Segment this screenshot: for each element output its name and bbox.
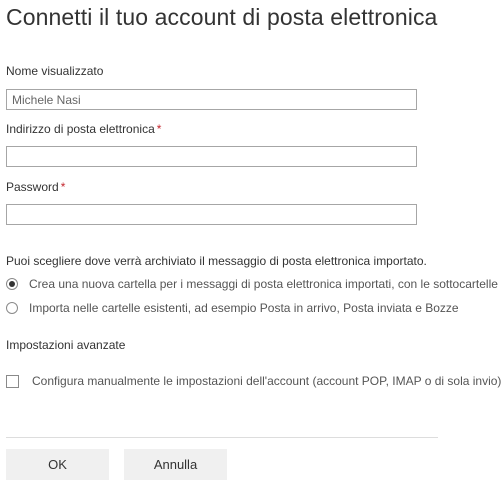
- radio-existing-folders-label: Importa nelle cartelle esistenti, ad esempio Posta in arrivo, Posta inviata e Bozze: [29, 301, 459, 315]
- password-input[interactable]: [6, 204, 417, 225]
- radio-existing-folders-button[interactable]: [6, 302, 18, 314]
- manual-config-checkbox[interactable]: [6, 375, 19, 388]
- radio-new-folder-label: Crea una nuova cartella per i messaggi di posta elettronica importati, con le sottocartelle: [29, 277, 498, 291]
- footer-divider: [6, 437, 438, 438]
- password-label: [6, 180, 65, 194]
- page-title: Connetti il tuo account di posta elettronica: [6, 4, 438, 30]
- email-input[interactable]: [6, 146, 417, 167]
- display-name-label-text: Nome visualizzato: [6, 64, 104, 78]
- display-name-label: [6, 64, 103, 78]
- email-label: [6, 122, 161, 136]
- manual-config-option[interactable]: [6, 373, 501, 389]
- cancel-button[interactable]: Annulla: [124, 449, 227, 480]
- display-name-input[interactable]: [6, 89, 417, 110]
- ok-button[interactable]: OK: [6, 449, 109, 480]
- advanced-settings-heading: Impostazioni avanzate: [6, 338, 126, 352]
- archive-prompt: Puoi scegliere dove verrà archiviato il messaggio di posta elettronica importato.: [6, 254, 427, 268]
- manual-config-label: Configura manualmente le impostazioni dell'account (account POP, IMAP o di sola invio): [32, 374, 501, 388]
- password-label-text: Password: [6, 180, 59, 194]
- email-label-text: Indirizzo di posta elettronica: [6, 122, 155, 136]
- password-required-marker: *: [60, 180, 66, 194]
- radio-existing-folders[interactable]: [6, 300, 459, 316]
- radio-new-folder[interactable]: [6, 276, 498, 292]
- email-required-marker: *: [156, 122, 162, 136]
- radio-new-folder-button[interactable]: [6, 278, 18, 290]
